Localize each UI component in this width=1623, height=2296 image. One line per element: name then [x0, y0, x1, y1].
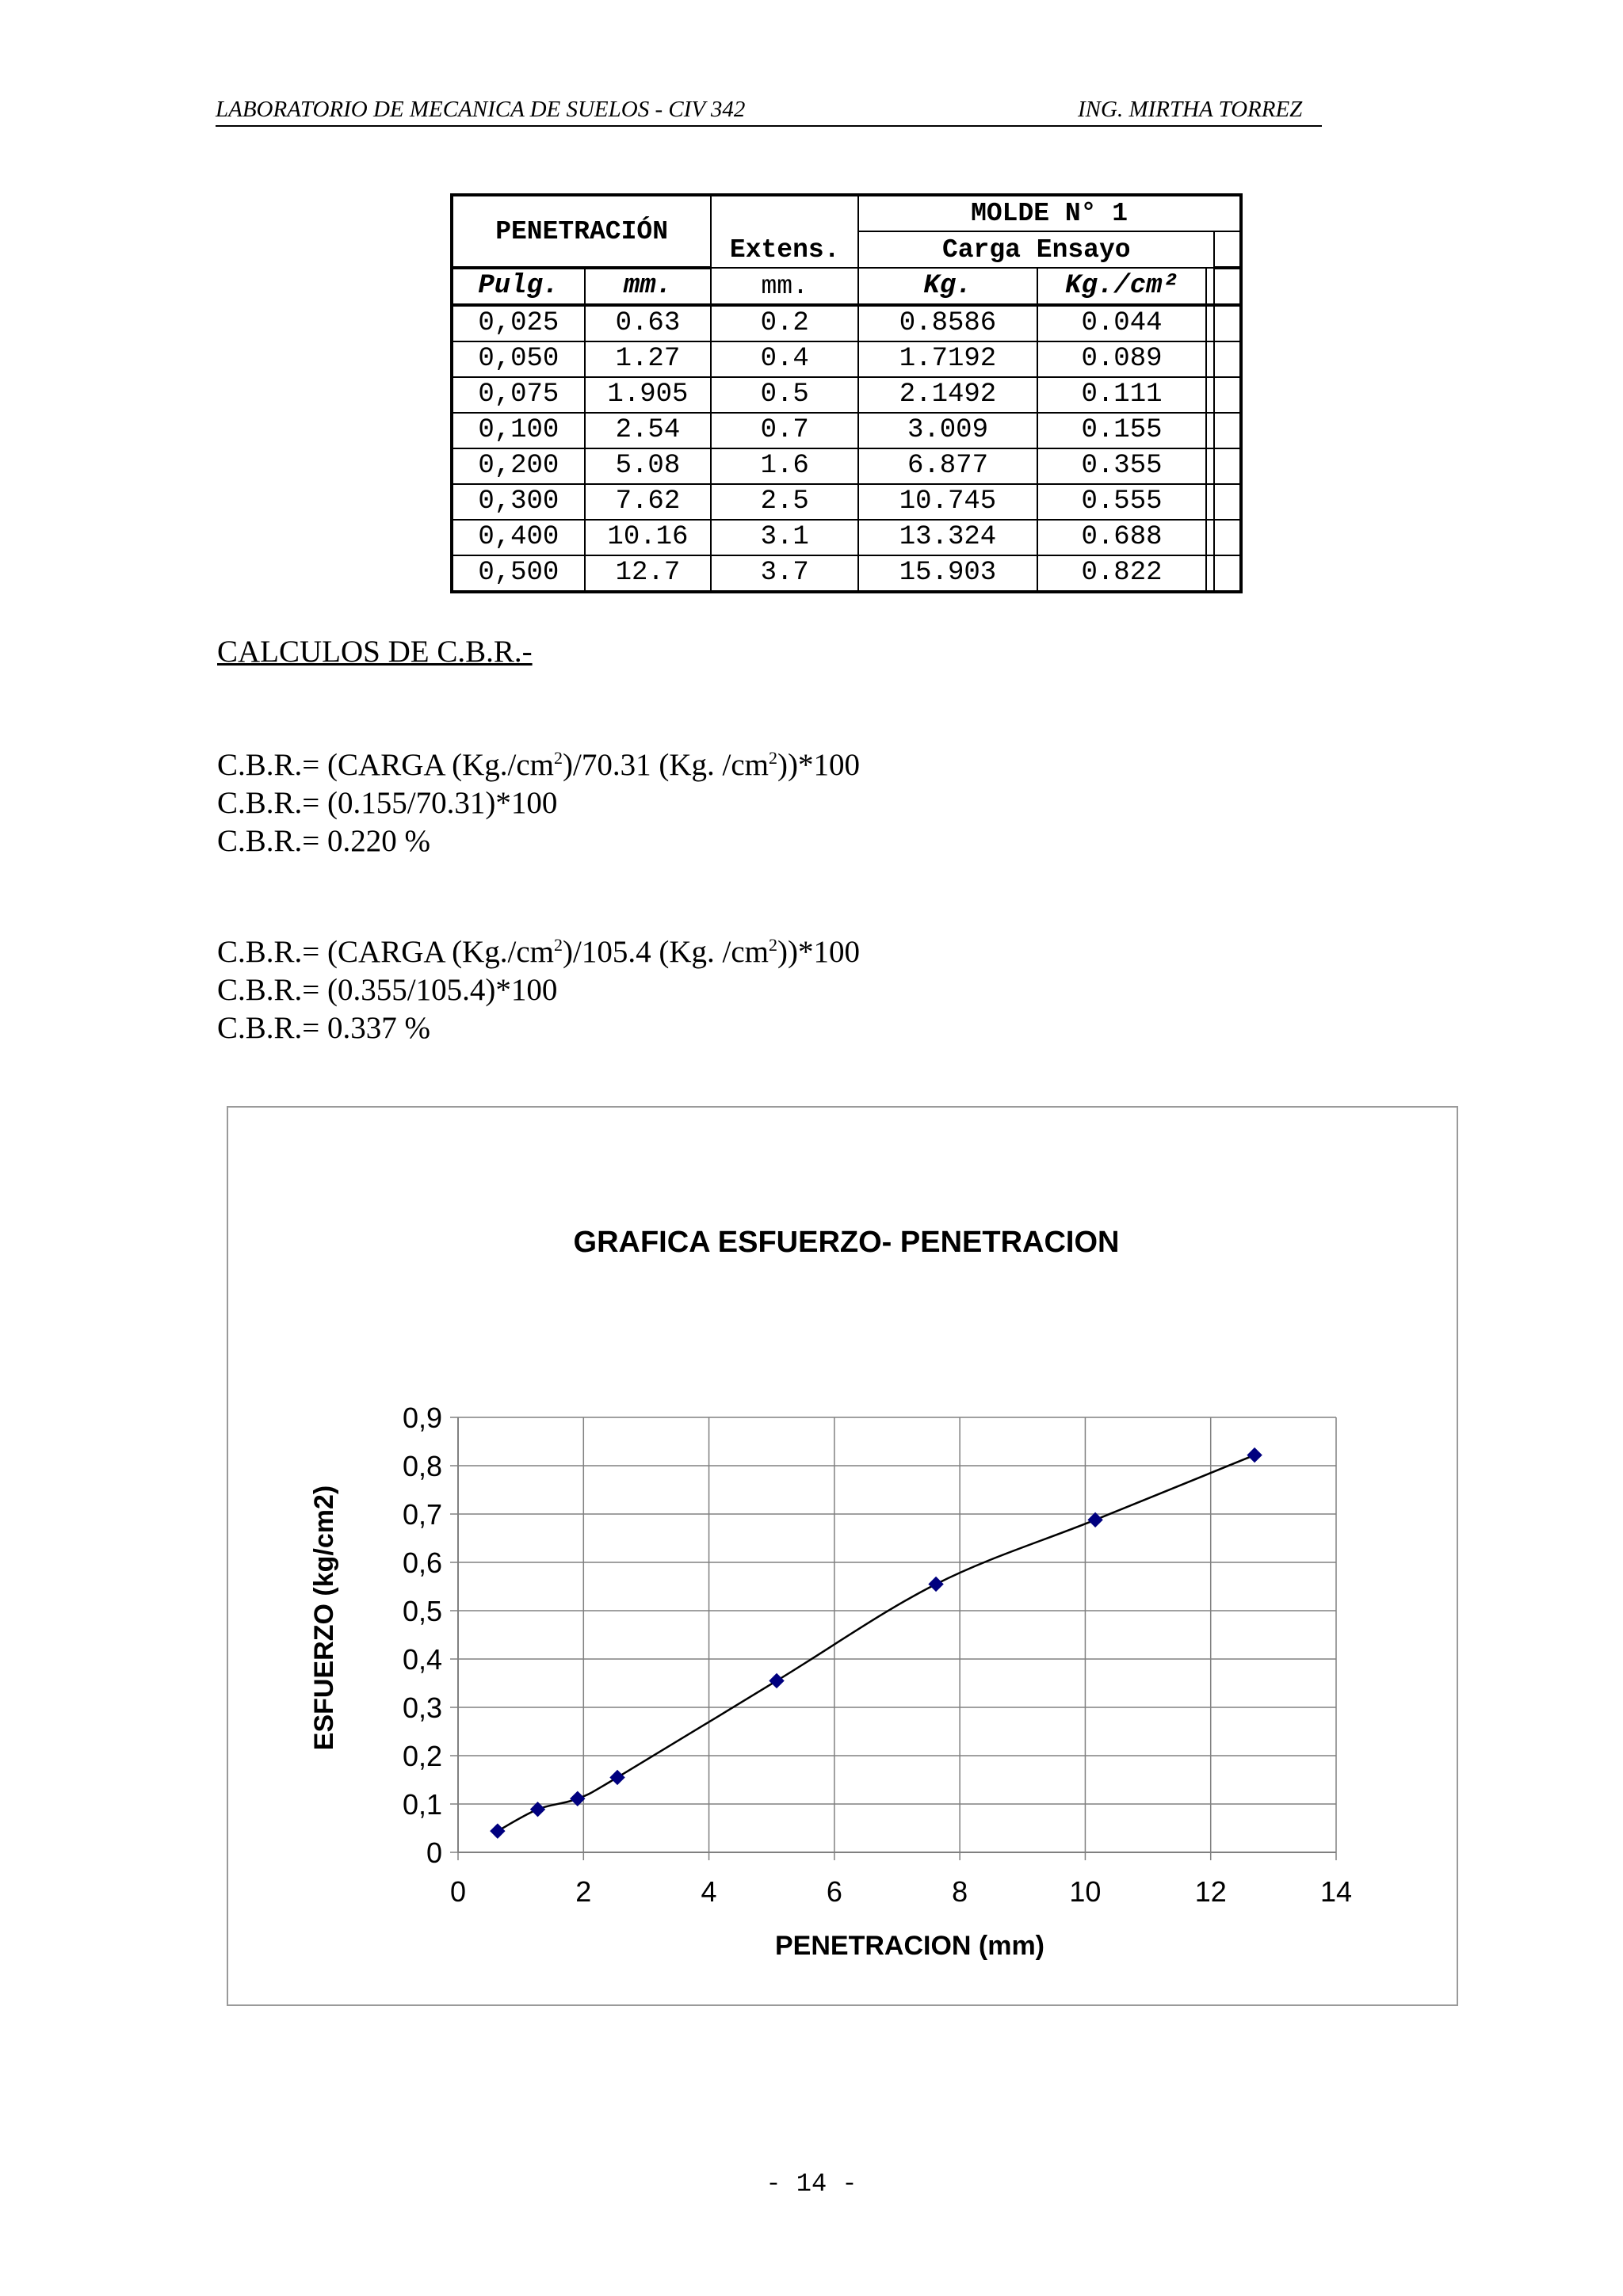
y-tick-label: 0,1	[402, 1788, 442, 1821]
cell-mm: 7.62	[585, 484, 712, 520]
header-course: LABORATORIO DE MECANICA DE SUELOS - CIV 342	[216, 97, 746, 122]
x-tick-label: 8	[952, 1875, 968, 1908]
cell-spacer	[1214, 520, 1241, 555]
series-line	[498, 1455, 1254, 1832]
cell-spacer	[1206, 520, 1214, 555]
cell-kgcm2: 0.688	[1037, 520, 1206, 555]
x-tick-label: 14	[1319, 1875, 1353, 1908]
chart-title: GRAFICA ESFUERZO- PENETRACION	[573, 1226, 1120, 1259]
data-point	[929, 1577, 943, 1591]
cell-spacer	[1206, 413, 1214, 448]
cell-kg: 13.324	[858, 520, 1037, 555]
table-row	[452, 520, 1241, 555]
cbr-formula-1	[217, 746, 860, 784]
cell-spacer	[1206, 448, 1214, 484]
y-tick-label: 0,7	[402, 1498, 442, 1531]
cell-pulg: 0,400	[452, 520, 585, 555]
header-spacer	[1214, 231, 1241, 268]
cell-kgcm2: 0.111	[1037, 377, 1206, 413]
cell-pulg: 0,300	[452, 484, 585, 520]
col-pulg: Pulg.	[452, 268, 585, 305]
cell-ext: 0.7	[711, 413, 858, 448]
cell-kg: 6.877	[858, 448, 1037, 484]
cell-spacer	[1206, 341, 1214, 377]
col-kgcm2: Kg./cm²	[1037, 268, 1206, 305]
cell-spacer	[1214, 413, 1241, 448]
x-tick-label: 10	[1069, 1875, 1102, 1908]
cell-kgcm2: 0.555	[1037, 484, 1206, 520]
cell-kg: 15.903	[858, 555, 1037, 592]
cell-ext: 0.2	[711, 305, 858, 341]
cell-kg: 2.1492	[858, 377, 1037, 413]
chart-axes	[458, 1417, 1336, 1852]
table-row	[452, 555, 1241, 592]
superscript: 2	[554, 935, 563, 955]
table-row	[452, 305, 1241, 341]
y-tick-label: 0,3	[402, 1691, 442, 1724]
y-tick-label: 0,9	[402, 1402, 442, 1434]
cbr-substitution-1: C.B.R.= (0.155/70.31)*100	[217, 786, 558, 820]
cell-mm: 0.63	[585, 305, 712, 341]
table-row	[452, 448, 1241, 484]
cell-mm: 2.54	[585, 413, 712, 448]
calc-title: CALCULOS DE C.B.R.-	[217, 635, 533, 669]
cell-spacer	[1206, 484, 1214, 520]
cell-ext: 0.4	[711, 341, 858, 377]
data-point	[1088, 1512, 1102, 1527]
chart-svg	[228, 1108, 1457, 2004]
y-tick-label: 0,5	[402, 1595, 442, 1627]
formula-part: )/70.31 (Kg. /cm	[563, 748, 769, 782]
cell-ext: 0.5	[711, 377, 858, 413]
cell-kgcm2: 0.044	[1037, 305, 1206, 341]
data-point	[610, 1770, 624, 1784]
cell-pulg: 0,500	[452, 555, 585, 592]
formula-part: ))*100	[777, 935, 860, 969]
cell-kgcm2: 0.089	[1037, 341, 1206, 377]
superscript: 2	[554, 748, 563, 768]
table-row	[452, 341, 1241, 377]
data-point	[491, 1824, 505, 1838]
table-row	[452, 377, 1241, 413]
cell-spacer	[1214, 377, 1241, 413]
cell-mm: 1.27	[585, 341, 712, 377]
col-extens-unit: mm.	[711, 268, 858, 305]
cell-spacer	[1206, 555, 1214, 592]
col-mm: mm.	[585, 268, 712, 305]
cell-mm: 12.7	[585, 555, 712, 592]
cell-kgcm2: 0.155	[1037, 413, 1206, 448]
page-number: - 14 -	[766, 2169, 857, 2199]
cell-kgcm2: 0.822	[1037, 555, 1206, 592]
cell-mm: 1.905	[585, 377, 712, 413]
x-tick-label: 0	[449, 1875, 467, 1908]
header-extens-label: Extens.	[729, 235, 840, 265]
cell-pulg: 0,025	[452, 305, 585, 341]
formula-part: C.B.R.= (CARGA (Kg./cm	[217, 748, 555, 782]
cbr-calc-1	[217, 746, 860, 860]
chart-series	[491, 1448, 1262, 1839]
cbr-calc-2	[217, 933, 860, 1047]
cell-spacer	[1214, 555, 1241, 592]
cell-pulg: 0,200	[452, 448, 585, 484]
y-tick-label: 0	[426, 1836, 442, 1869]
header-carga: Carga Ensayo	[858, 231, 1214, 268]
cell-kg: 3.009	[858, 413, 1037, 448]
page-header	[216, 93, 1322, 127]
cell-kg: 0.8586	[858, 305, 1037, 341]
cell-spacer	[1206, 305, 1214, 341]
cell-spacer	[1214, 484, 1241, 520]
x-tick-label: 6	[826, 1875, 842, 1908]
cell-mm: 5.08	[585, 448, 712, 484]
header-penetracion: PENETRACIÓN	[452, 195, 711, 268]
cell-spacer	[1214, 448, 1241, 484]
x-tick-label: 2	[575, 1875, 592, 1908]
col-spacer-b	[1214, 268, 1241, 305]
cbr-result-2: C.B.R.= 0.337 %	[217, 1011, 431, 1045]
chart-grid	[458, 1417, 1336, 1852]
cbr-substitution-2: C.B.R.= (0.355/105.4)*100	[217, 973, 558, 1007]
superscript: 2	[769, 935, 777, 955]
x-tick-label: 4	[701, 1875, 717, 1908]
cbr-formula-2	[217, 933, 860, 971]
header-instructor: ING. MIRTHA TORREZ	[1078, 97, 1303, 122]
y-tick-label: 0,8	[402, 1450, 442, 1482]
cell-spacer	[1206, 377, 1214, 413]
formula-part: )/105.4 (Kg. /cm	[563, 935, 769, 969]
data-point	[769, 1673, 784, 1688]
table-row	[452, 484, 1241, 520]
header-extens	[711, 195, 858, 268]
data-point	[1247, 1448, 1262, 1463]
cell-ext: 1.6	[711, 448, 858, 484]
header-molde: MOLDE N° 1	[858, 195, 1241, 231]
cell-kg: 1.7192	[858, 341, 1037, 377]
y-axis-label: ESFUERZO (kg/cm2)	[309, 1485, 339, 1751]
x-axis-label: PENETRACION (mm)	[774, 1931, 1045, 1961]
formula-part: C.B.R.= (CARGA (Kg./cm	[217, 935, 555, 969]
x-tick-label: 12	[1194, 1875, 1227, 1908]
table-row	[452, 413, 1241, 448]
chart-ticks	[403, 1402, 1352, 1908]
penetration-table	[450, 193, 1243, 593]
cell-pulg: 0,100	[452, 413, 585, 448]
y-tick-label: 0,2	[402, 1740, 442, 1772]
cell-ext: 2.5	[711, 484, 858, 520]
cell-spacer	[1214, 305, 1241, 341]
cell-spacer	[1214, 341, 1241, 377]
stress-penetration-chart	[227, 1106, 1458, 2006]
y-tick-label: 0,6	[402, 1547, 442, 1579]
cell-kg: 10.745	[858, 484, 1037, 520]
cell-ext: 3.7	[711, 555, 858, 592]
cell-ext: 3.1	[711, 520, 858, 555]
superscript: 2	[769, 748, 777, 768]
cell-pulg: 0,075	[452, 377, 585, 413]
col-kg: Kg.	[858, 268, 1037, 305]
formula-part: ))*100	[777, 748, 860, 782]
cell-kgcm2: 0.355	[1037, 448, 1206, 484]
cell-pulg: 0,050	[452, 341, 585, 377]
y-tick-label: 0,4	[402, 1643, 442, 1676]
col-spacer-a	[1206, 268, 1214, 305]
cbr-result-1: C.B.R.= 0.220 %	[217, 824, 431, 858]
cell-mm: 10.16	[585, 520, 712, 555]
